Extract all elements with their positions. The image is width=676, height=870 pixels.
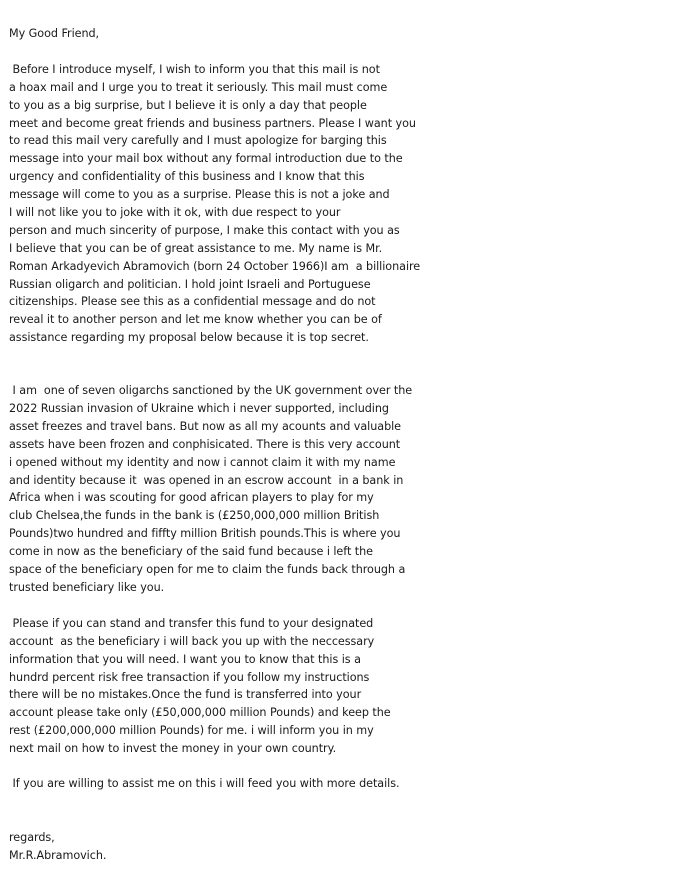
- paragraph-line: person and much sincerity of purpose, I make this contact with you as: [9, 223, 400, 237]
- paragraph-line: Roman Arkadyevich Abramovich (born 24 October 1966)I am a billionaire: [9, 259, 421, 273]
- paragraph-line: Pounds)two hundred and fiffty million British pounds.This is where you: [9, 527, 401, 541]
- paragraph-introduction: [9, 61, 669, 347]
- paragraph-line: urgency and confidentiality of this business and I know that this: [9, 170, 365, 184]
- paragraph-line: I believe that you can be of great assistance to me. My name is Mr.: [9, 241, 383, 255]
- paragraph-line: rest (£200,000,000 million Pounds) for me. i will inform you in my: [9, 724, 374, 738]
- paragraph-line: hundrd percent risk free transaction if you follow my instructions: [9, 670, 370, 684]
- paragraph-line: I will not like you to joke with it ok, with due respect to your: [9, 206, 341, 220]
- paragraph-line: asset freezes and travel bans. But now as all my acounts and valuable: [9, 419, 402, 433]
- paragraph-line: citizenships. Please see this as a confidential message and do not: [9, 295, 376, 309]
- paragraph-line: i opened without my identity and now i cannot claim it with my name: [9, 455, 396, 469]
- paragraph-line: come in now as the beneficiary of the said fund because i left the: [9, 545, 374, 559]
- paragraph-line: there will be no mistakes.Once the fund is transferred into your: [9, 688, 362, 702]
- paragraph-line: account as the beneficiary i will back you up with the neccessary: [9, 634, 375, 648]
- paragraph-line: message into your mail box without any formal introduction due to the: [9, 152, 403, 166]
- paragraph-offer: [9, 775, 669, 793]
- paragraph-line: account please take only (£50,000,000 million Pounds) and keep the: [9, 706, 391, 720]
- paragraph-line: meet and become great friends and business partners. Please I want you: [9, 116, 416, 130]
- paragraph-line: Before I introduce myself, I wish to inform you that this mail is not: [9, 62, 380, 76]
- paragraph-line: next mail on how to invest the money in your own country.: [9, 742, 337, 756]
- paragraph-line: reveal it to another person and let me know whether you can be of: [9, 313, 382, 327]
- paragraph-line: space of the beneficiary open for me to claim the funds back through a: [9, 563, 406, 577]
- paragraph-line: assistance regarding my proposal below because it is top secret.: [9, 331, 369, 345]
- paragraph-line: to you as a big surprise, but I believe it is only a day that people: [9, 98, 367, 112]
- signature: Mr.R.Abramovich.: [9, 848, 107, 862]
- paragraph-line: Africa when i was scouting for good african players to play for my: [9, 491, 374, 505]
- closing: regards,: [9, 830, 55, 844]
- paragraph-line: trusted beneficiary like you.: [9, 580, 165, 594]
- paragraph-line: to read this mail very carefully and I must apologize for barging this: [9, 134, 387, 148]
- paragraph-line: information that you will need. I want you to know that this is a: [9, 652, 361, 666]
- paragraph-line: If you are willing to assist me on this i will feed you with more details.: [9, 776, 400, 790]
- paragraph-line: message will come to you as a surprise. Please this is not a joke and: [9, 188, 390, 202]
- paragraph-line: assets have been frozen and conphisicated. There is this very account: [9, 437, 401, 451]
- paragraph-line: and identity because it was opened in an escrow account in a bank in: [9, 473, 404, 487]
- paragraph-sanctions: [9, 382, 669, 597]
- paragraph-request: [9, 615, 669, 758]
- letter-body: [9, 25, 669, 865]
- paragraph-line: Please if you can stand and transfer this fund to your designated: [9, 616, 374, 630]
- salutation: My Good Friend,: [9, 27, 100, 40]
- paragraph-line: club Chelsea,the funds in the bank is (£250,000,000 million British: [9, 509, 380, 523]
- paragraph-line: 2022 Russian invasion of Ukraine which i never supported, including: [9, 402, 389, 416]
- paragraph-line: Russian oligarch and politician. I hold joint Israeli and Portuguese: [9, 277, 371, 291]
- paragraph-line: I am one of seven oligarchs sanctioned by the UK government over the: [9, 384, 413, 398]
- paragraph-line: a hoax mail and I urge you to treat it seriously. This mail must come: [9, 80, 388, 94]
